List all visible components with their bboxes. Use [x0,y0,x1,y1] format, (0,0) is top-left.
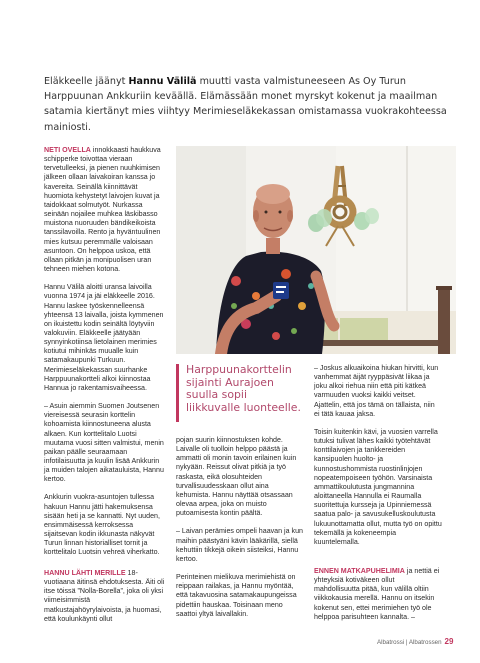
portrait-photo [176,146,456,354]
article-column-3-lower [314,567,442,622]
paragraph: NETI OVELLA innokkaasti haukkuva schipperke toivottaa vieraan tervetulleeksi, ja pienen nuuhkimisen jälkeen ollaan laivakoiran kanssa jo kavereita. Seinällä kiinnittävät huomiota kehystetyt laivojen kuvat ja taidokkaat solmutyöt. Nurkassa seinään nojailee muhkea läskibasso muistona nuoruuden bändikeikoista tanssilavoilla. Rento ja hyväntuulinen mies kutsuu peremmälle valoisaan asuntoon. On helppoa uskoa, että ollaan pitkän ja monipuolisen uran tehneen miehen kotona. [44,146,161,274]
article-column-1 [44,146,166,558]
publication-name: Albatrossi | Albatrossen [377,639,442,646]
lead-paragraph: Eläkkeelle jäänyt Hannu Välilä muutti vasta valmistuneeseen As Oy Turun Harppuunan Ankkuriin keväällä. Elämässään monet myrskyt kokenut ja maailman satamia kiertänyt mies viihtyy Merimieseläkekassan omistamassa vuokrakohteessa mainiosti. [44,76,447,133]
paragraph: Hannu Välilä aloitti uransa laivoilla vuonna 1974 ja jäi eläkkeelle 2016. Hannu laskee työskennelleensä yhteensä 13 laivalla, joista kymmenen on ikuistettu kodin seinältä löytyviin valokuviin. Eläkkeelle jäätyään synnyinkotiinsa lietolainen merimies kotiutui mihinkäs muualle kuin satamakaupunki Turkuun. Merimieseläkekassan suurhanke Harppuunakortteli alkoi kiinnostaa Hannua jo rakentamisvaiheessa. [44,283,164,392]
section-kicker: NETI OVELLA [44,146,91,154]
page-number: 29 [444,637,454,646]
article-column-3 [314,364,442,547]
top-margin [0,0,480,60]
article-column-1-lower [44,569,166,624]
lead-name: Hannu Välilä [128,76,197,87]
paragraph: Toisin kuitenkin kävi, ja vuosien varrella tutuksi tulivat lähes kaikki työtehtävät konttilaivojen ja tankkereiden kansipuolen huolto- ja kunnostushommista ruostinlinjojen nopeatempoiseen työhön. Varsinaista ammattikoulutusta jungmannina aloittaneella Hannulla ei Raumalla suoritettuja kurssejа ja Upinniemessä saatua palo- ja savusukelluskoulutusta lukuunottamatta ollut, mutta työ on opittu tekemällä ja kokeneempia kuuntelemalla. [314,427,442,546]
page-footer [377,637,459,649]
pull-quote [176,364,304,422]
portrait-photo-illustration [176,146,456,354]
paragraph: HANNU LÄHTI MERILLE 18-vuotiaana äitinsä ehdotuksesta. Äiti oli itse töissä ”Nolla-Borella”, joka oli yksi viimeisimmistä matkustajahöyrylaivoista, ja huomasi, että koulunkäynti ollut [44,569,165,623]
paragraph: pojan suurin kiinnostuksen kohde. Laivalle oli tuolloin helppo päästä ja ammatti oli monin tavoin erilainen kuin nykyään. Reissut olivat pitkiä ja työ raskasta, eikä olosuhteiden turvallisuudesskaan ollut aina kehumista. Hannu näyttää otsassaan olevaa arpea, joka on muisto putoamisesta kontin päältä. [176,436,297,518]
pull-quote-text: Harppuunakorttelin sijainti Aurajoen suulla sopii liikkuvalle luonteelle. [186,363,301,414]
article-column-2 [176,436,304,619]
paragraph: – Joskus alkuaikoina hiukan hirvitti, kun vanhemmat äijät ryyppäsivät liikaa ja joku alkoi riehua niin että piti kätkeä varmuuden vuoksi kaikki veitset. Ajattelin, että jos tämä on tällaista, niin ei tätä kauaa jaksa. [314,364,439,418]
paragraph: – Laivan perämies ompeli haavan ja kun maihin päästyäni kävin lääkärillä, siellä kehuttiin tikkejä oikein siisteiksi, Hannu kertoo. [176,527,303,563]
section-kicker: HANNU LÄHTI MERILLE [44,569,126,577]
paragraph: ENNEN MATKAPUHELIMIA ja nettiä ei yhteyksiä kotiväkeen ollut mahdollisuutta pitää, kun välillä oltiin viikkokausia merellä. Hannu on itsekin kokenut sen, ettei merimiehen työ ole helppoa parisuhteen kannalta. – [314,567,440,621]
paragraph: Perinteinen mielikuva merimiehistä on reippaan railakas, ja Hannu myöntää, että takavuosina satamakaupungeissa pidettiin hauskaa. Toisinaan meno saattoi yltyä laivallakin. [176,573,297,618]
paragraph: Ankkurin vuokra-asuntojen tullessa hakuun Hannu jätti hakemuksensa sisään heti ja se kannatti. Nyt uuden, ensimmäisessä kerroksessa sijaitsevan kodin ikkunasta näkyvät Turun linnan historialliset tornit ja korttelitalo Luotsin vehreä viherkatto. [44,493,160,557]
section-kicker: ENNEN MATKAPUHELIMIA [314,567,405,575]
paragraph: – Asuin aiemmin Suomen Joutsenen viereisessä seurasin korttelin kohoamista kiinnostuneena alusta alkaen. Kun korttelitalo Luotsi muutama vuosi sitten valmistui, menin paikan päälle seuraamaan infotilaisuutta ja kuulin lisää Ankkurin ja muiden talojen aikatauluista, Hannu kertoo. [44,402,164,484]
